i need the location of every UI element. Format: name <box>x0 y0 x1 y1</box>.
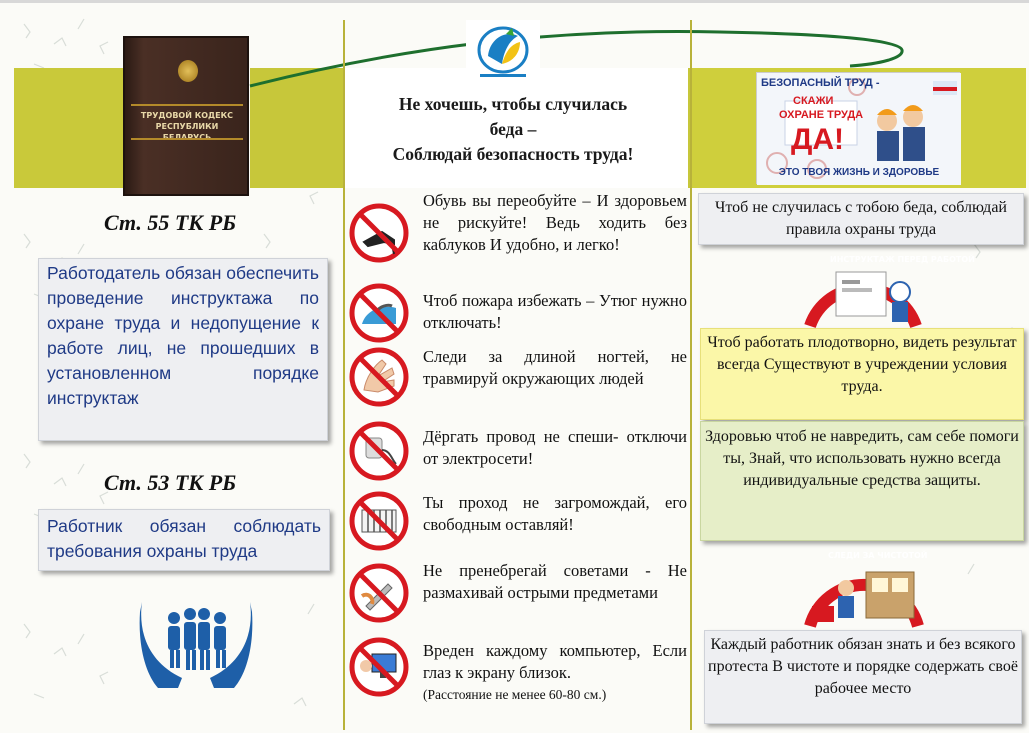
workplace-clean-card: Каждый работник обязан знать и без всякого протеста В чистоте и порядке содержать своё рабочее место <box>704 630 1022 724</box>
poster-line1: БЕЗОПАСНЫЙ ТРУД - <box>761 77 880 89</box>
rule-sharp-text: Не пренебрегай советами - Не размахивай острыми предметами <box>423 561 687 602</box>
cleanliness-sign-illustration <box>796 542 932 628</box>
labor-code-book <box>123 36 249 196</box>
no-long-nails-icon <box>348 346 410 408</box>
logo-icon <box>466 20 540 84</box>
olive-band-left <box>14 68 124 188</box>
protective-equipment-card: Здоровью чтоб не навредить, сам себе помоги ты, Знай, что использовать нужно всегда индивидуальные средства защиты. <box>700 421 1024 541</box>
book-title-line1: ТРУДОВОЙ КОДЕКС <box>140 111 234 120</box>
work-conditions-card: Чтоб работать плодотворно, видеть результат всегда Существуют в учреждении условия труда. <box>700 328 1024 420</box>
heading-line2: беда – <box>489 119 537 139</box>
book-ornament <box>131 138 243 140</box>
poster-line2: СКАЖИ <box>793 95 834 107</box>
article-53-text: Работник обязан соблюдать требования охраны труда <box>38 509 330 571</box>
logo <box>466 20 540 84</box>
heading-line3: Соблюдай безопасность труда! <box>392 144 634 164</box>
article-55-title: Ст. 55 ТК РБ <box>104 210 237 235</box>
heading-line1: Не хочешь, чтобы случилась <box>398 94 628 114</box>
instruction-sign-illustration <box>796 248 975 328</box>
rule-computer-text: Вреден каждому компьютер, Если глаз к экрану близок. <box>423 641 687 682</box>
rule-computer-note: (Расстояние не менее 60-80 см.) <box>423 687 607 702</box>
rule-nails-text: Следи за длиной ногтей, не травмируй окружающих людей <box>423 347 687 388</box>
safety-poster <box>756 72 960 184</box>
poster-line5: ЭТО ТВОЯ ЖИЗНЬ И ЗДОРОВЬЕ <box>778 167 940 178</box>
no-pulling-cord-icon <box>348 420 410 482</box>
top-rule <box>0 0 1029 3</box>
page-heading <box>348 92 678 167</box>
poster-line4: ДА! <box>791 123 845 156</box>
protective-hands-icon <box>138 592 254 688</box>
book-title-line2: РЕСПУБЛИКИ <box>155 122 219 131</box>
poster-line3: ОХРАНЕ ТРУДА <box>779 109 864 121</box>
emblem-icon <box>178 60 198 82</box>
no-computer-close-icon <box>348 636 410 698</box>
no-high-heels-icon <box>348 202 410 264</box>
rule-iron-text: Чтоб пожара избежать – Утюг нужно отключать! <box>423 291 687 332</box>
rule-cord-text: Дёргать провод не спеши- отключи от электросети! <box>423 427 687 468</box>
safety-rule-card: Чтоб не случилась с тобою беда, соблюдай правила охраны труда <box>698 193 1024 245</box>
instruction-sign-label: ИНСТРУКТАЖ ПЕРЕД РАБОТОЙ <box>830 255 975 264</box>
no-iron-icon <box>348 282 410 344</box>
rule-shoes-text: Обувь вы переобуйте – И здоровьем не рискуйте! Ведь ходить без каблуков И удобно, и легко! <box>423 191 687 254</box>
no-blocked-passage-icon <box>348 490 410 552</box>
article-53-title: Ст. 53 ТК РБ <box>104 470 237 495</box>
book-ornament <box>131 104 243 106</box>
rule-passage-text: Ты проход не загромождай, его свободным оставляй! <box>423 493 687 534</box>
no-sharp-objects-icon <box>348 562 410 624</box>
rule-computer <box>423 640 687 706</box>
article-55-text: Работодатель обязан обеспечить проведение инструктажа по охране труда и недопущение к работе лиц, не прошедших в установленном порядке инструктаж <box>38 258 328 441</box>
clean-sign-label: СЛЕДИ ЗА ЧИСТОТОЙ <box>828 551 928 560</box>
column-divider-right <box>690 20 692 730</box>
column-divider-left <box>343 20 345 730</box>
